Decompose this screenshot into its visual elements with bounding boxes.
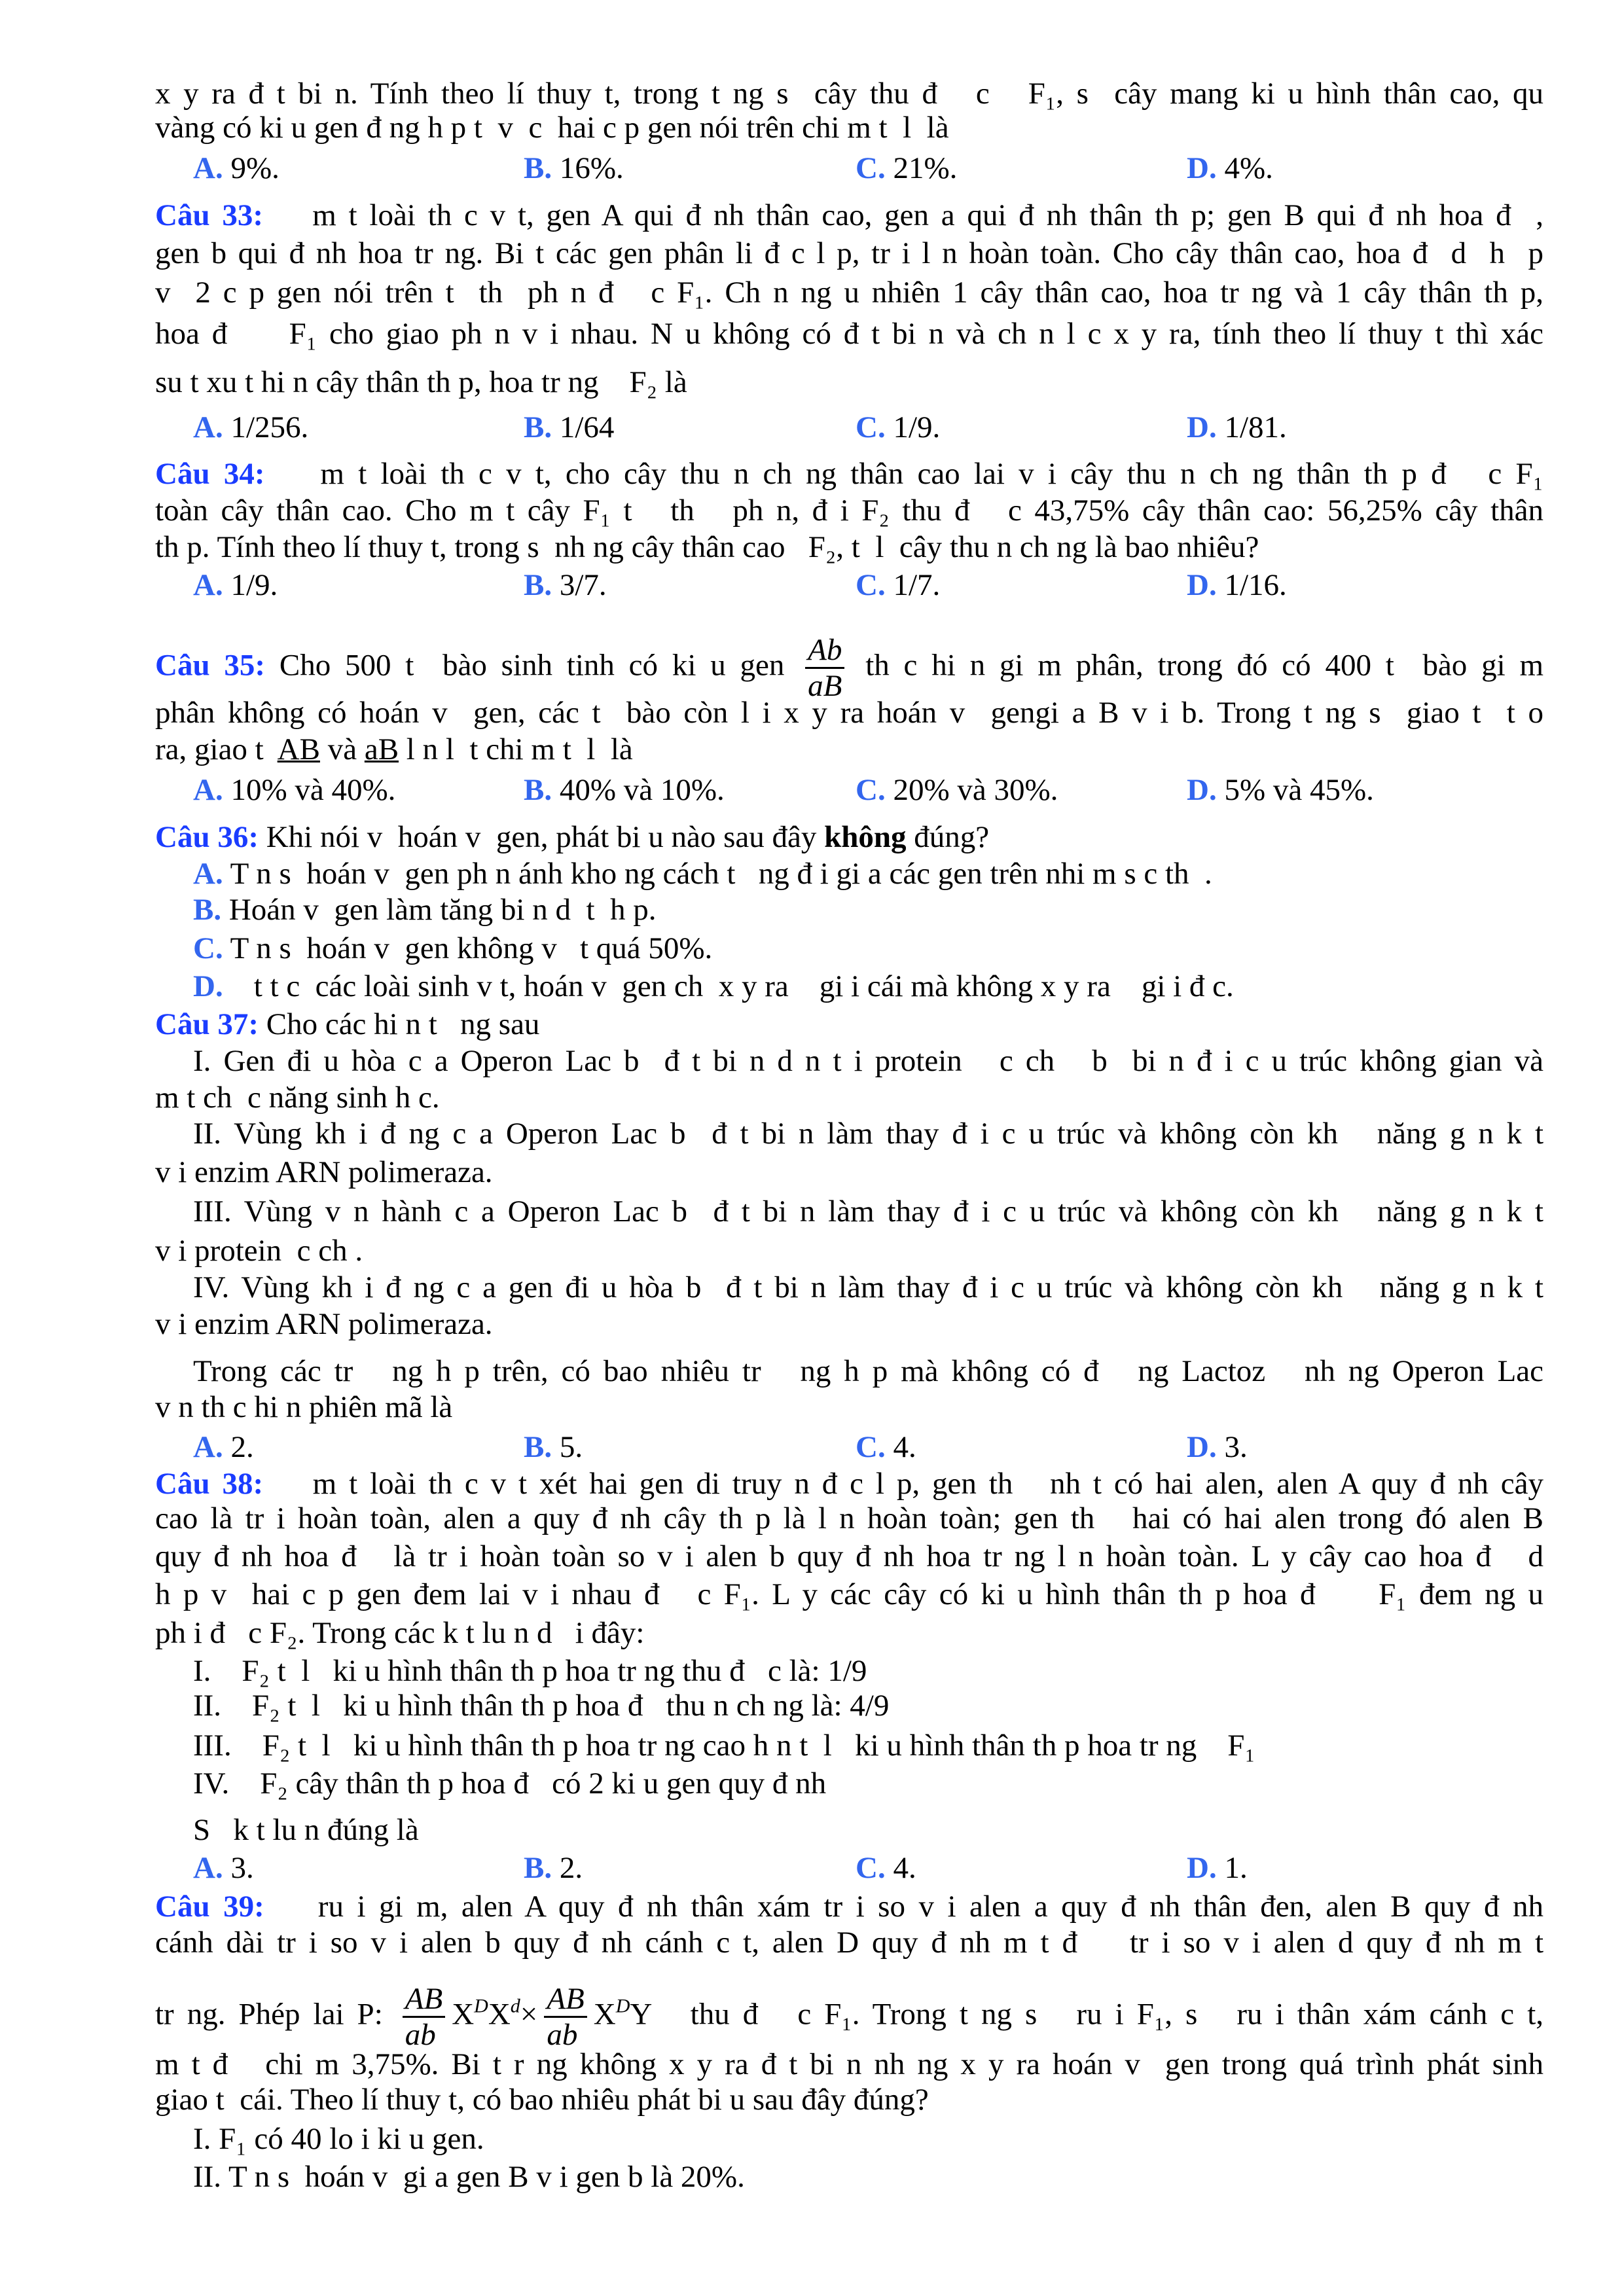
answer-option-a (193, 567, 278, 604)
question-label: Câu 37: (155, 1007, 259, 1041)
text-line (193, 1687, 1543, 1725)
answer-option-b (524, 409, 614, 446)
text-line (155, 75, 1543, 113)
superscript: D (615, 1995, 630, 2017)
option-text: 1/16. (1224, 568, 1287, 602)
text: v i enzim ARN polimeraza. (155, 1307, 493, 1341)
text-line (155, 1389, 1543, 1426)
text: t t c các loài sinh v t, hoán v gen ch x y ra gi i cái mà không x y ra gi i đ c. (223, 969, 1234, 1003)
option-letter: D. (1187, 410, 1217, 444)
text: đúng? (906, 820, 990, 854)
question-label: Câu 36: (155, 820, 259, 854)
text: m t đ chi m 3,75%. Bi t r ng không x y ra đ t bi n nh ng x y ra hoán v gen trong quá trình phát sinh (155, 2047, 1543, 2081)
text: m t loài th c v t xét hai gen di truy n đ c l p, gen th nh t có hai alen, alen A quy đ nh cây (263, 1467, 1544, 1501)
text-line (155, 731, 1543, 768)
text: II. F₂ t l ki u hình thân th p hoa đ thu n ch ng là: 4/9 (193, 1689, 890, 1723)
text-line (155, 315, 1543, 353)
option-text: 5% và 45%. (1224, 773, 1374, 807)
option-letter: C. (856, 1430, 886, 1464)
option-letter: D. (193, 969, 223, 1003)
text-line (155, 1924, 1543, 1962)
text-line (155, 1500, 1543, 1537)
option-letter: B. (524, 568, 552, 602)
text: Cho các hi n t ng sau (258, 1007, 540, 1041)
text-line (155, 819, 1543, 856)
option-text: 1/9. (893, 410, 941, 444)
answer-option-c (856, 772, 1058, 809)
answer-option-d (1187, 772, 1374, 809)
option-letter: D. (1187, 773, 1217, 807)
option-text: 9%. (230, 151, 280, 185)
option-text: 2. (559, 1851, 583, 1885)
text: X (488, 1997, 511, 2032)
option-letter: B. (193, 893, 222, 927)
option-text: 3. (230, 1851, 254, 1885)
text: Cho 500 t bào sinh tinh có ki u gen (265, 648, 799, 683)
text: cao là tr i hoàn toàn, alen a quy đ nh cây th p là l n hoàn toàn; gen th hai có hai alen trong đó alen B (155, 1501, 1543, 1535)
option-letter: D. (1187, 568, 1217, 602)
text-line (155, 1538, 1543, 1575)
text: hoa đ F₁ cho giao ph n v i nhau. N u không có đ t bi n và ch n l c x y ra, tính theo lí thuy t thì xác (155, 317, 1543, 351)
text: h p v hai c p gen đem lai v i nhau đ c F₁. L y các cây có ki u hình thân th p hoa đ F₁ đem ng u (155, 1577, 1543, 1611)
text-line (193, 1765, 1543, 1803)
text-line (155, 456, 1543, 493)
option-text: 5. (559, 1430, 583, 1464)
text: IV. Vùng kh i đ ng c a gen đi u hòa b đ t bi n làm thay đ i c u trúc và không còn kh năng g n k t (193, 1270, 1543, 1304)
text-line (155, 109, 1543, 147)
answer-option-b (524, 1429, 583, 1466)
option-text: 3. (1224, 1430, 1248, 1464)
answer-option-a (193, 1429, 254, 1466)
text-line (193, 2121, 1543, 2158)
text: và (319, 732, 365, 766)
text: tr ng. Phép lai P: (155, 1997, 396, 2032)
text: I. F₁ có 40 lo i ki u gen. (193, 2122, 484, 2156)
fraction-denominator: aB (808, 669, 842, 703)
text: Trong các tr ng h p trên, có bao nhiêu tr ng h p mà không có đ ng Lactoz nh ng Operon Lac (193, 1354, 1543, 1388)
text: T n s hoán v gen ph n ánh kho ng cách t ng đ i gi a các gen trên nhi m s c th . (223, 857, 1212, 891)
text-line (193, 1269, 1543, 1306)
question-label: Câu 39: (155, 1890, 264, 1924)
text: v i enzim ARN polimeraza. (155, 1155, 493, 1189)
text-line (155, 197, 1543, 234)
fraction-numerator: Ab (805, 633, 844, 669)
text-line (155, 1982, 1543, 2052)
superscript: D (474, 1995, 488, 2017)
text: ru i gi m, alen A quy đ nh thân xám tr i so v i alen a quy đ nh thân đen, alen B quy đ nh (264, 1890, 1543, 1924)
fraction-denominator: ab (405, 2018, 436, 2052)
answer-option-d (1187, 150, 1273, 187)
text-line (193, 1115, 1543, 1153)
text-line (155, 2046, 1543, 2083)
answer-option-d (1187, 409, 1287, 446)
option-letter: C. (856, 568, 886, 602)
text: Y thu đ c F₁. Trong t ng s ru i F₁, s ru i thân xám cánh c t, (630, 1997, 1544, 2032)
underlined-text: aB (364, 732, 399, 766)
option-letter: D. (1187, 1851, 1217, 1885)
text-line (155, 1576, 1543, 1613)
option-letter: C. (856, 151, 886, 185)
question-label: Câu 35: (155, 648, 266, 683)
text: IV. F₂ cây thân th p hoa đ có 2 ki u gen quy đ nh (193, 1767, 827, 1801)
text-line (155, 1154, 1543, 1191)
option-letter: B. (524, 1851, 552, 1885)
text: th c hi n gi m phân, trong đó có 400 t bào gi m (851, 648, 1544, 683)
option-text: 1. (1224, 1851, 1248, 1885)
text: th p. Tính theo lí thuy t, trong s nh ng cây thân cao F₂, t l cây thu n ch ng là bao nhiêu? (155, 530, 1259, 564)
text-line (155, 1465, 1543, 1503)
option-letter: A. (193, 410, 223, 444)
text: T n s hoán v gen không v t quá 50%. (223, 931, 713, 965)
option-text: 1/256. (230, 410, 309, 444)
text: m t loài th c v t, gen A qui đ nh thân cao, gen a qui đ nh thân th p; gen B qui đ nh hoa đ , (263, 198, 1543, 232)
option-letter: C. (856, 1851, 886, 1885)
answer-option-a (193, 409, 308, 446)
text-line (155, 1615, 1543, 1652)
option-letter: A. (193, 151, 223, 185)
option-text: 1/7. (893, 568, 941, 602)
text: ph i đ c F₂. Trong các k t lu n d i đây: (155, 1616, 645, 1650)
option-letter: C. (193, 931, 223, 965)
text-line (155, 633, 1543, 703)
answer-option-c (856, 150, 957, 187)
answer-option-a (193, 150, 280, 187)
text: m t loài th c v t, cho cây thu n ch ng thân cao lai v i cây thu n ch ng thân th p đ c F₁ (264, 457, 1543, 491)
answer-option-a (193, 772, 395, 809)
text-line (155, 1232, 1543, 1270)
option-text: 10% và 40%. (230, 773, 396, 807)
option-text: 20% và 30%. (893, 773, 1058, 807)
text: phân không có hoán v gen, các t bào còn l i x y ra hoán v gengi a B v i b. Trong t ng s giao t t o (155, 696, 1543, 730)
option-letter: C. (856, 773, 886, 807)
option-text: 1/64 (559, 410, 615, 444)
text-line (155, 235, 1543, 272)
text-line (193, 968, 1543, 1005)
text-line (155, 1306, 1543, 1343)
text: v n th c hi n phiên mã là (155, 1390, 453, 1424)
answer-option-b (524, 772, 725, 809)
option-text: 3/7. (559, 568, 607, 602)
option-text: 21%. (893, 151, 958, 185)
text-line (155, 1888, 1543, 1926)
option-text: 1/9. (230, 568, 278, 602)
option-letter: B. (524, 773, 552, 807)
text-line (155, 274, 1543, 312)
option-letter: A. (193, 773, 223, 807)
option-text: 4. (893, 1851, 916, 1885)
genotype-fraction (544, 1982, 586, 2052)
text: S k t lu n đúng là (193, 1813, 419, 1847)
bold-text: không (824, 820, 907, 854)
text: cánh dài tr i so v i alen b quy đ nh cánh c t, alen D quy đ nh m t đ tr i so v i alen d quy đ nh m t (155, 1926, 1543, 1960)
option-letter: A. (193, 568, 223, 602)
text-line (155, 694, 1543, 732)
question-label: Câu 33: (155, 198, 264, 232)
text: giao t cái. Theo lí thuy t, có bao nhiêu phát bi u sau đây đúng? (155, 2083, 929, 2117)
option-letter: D. (1187, 1430, 1217, 1464)
answer-option-a (193, 1850, 254, 1887)
answer-option-c (856, 1850, 916, 1887)
text: × (520, 1997, 538, 2032)
option-text: 4%. (1224, 151, 1273, 185)
fraction-denominator: ab (547, 2018, 578, 2052)
fraction-numerator: AB (544, 1982, 586, 2018)
option-text: 16%. (559, 151, 624, 185)
text: X (593, 1997, 616, 2032)
text: gen b qui đ nh hoa tr ng. Bi t các gen phân li đ c l p, tr i l n hoàn toàn. Cho cây thân cao, hoa đ d h p (155, 236, 1543, 270)
answer-option-d (1187, 1850, 1248, 1887)
option-letter: D. (1187, 151, 1217, 185)
option-letter: A. (193, 1430, 223, 1464)
text: II. Vùng kh i đ ng c a Operon Lac b đ t bi n làm thay đ i c u trúc và không còn kh năng g n k t (193, 1117, 1543, 1151)
answer-option-c (856, 567, 940, 604)
option-letter: B. (524, 1430, 552, 1464)
text: x y ra đ t bi n. Tính theo lí thuy t, trong t ng s cây thu đ c F₁, s cây mang ki u hình thân cao, qu (155, 77, 1543, 111)
text: Khi nói v hoán v gen, phát bi u nào sau đây (258, 820, 825, 854)
underlined-text: AB (277, 732, 320, 766)
option-text: 1/81. (1224, 410, 1287, 444)
text-line (193, 930, 1543, 967)
answer-option-d (1187, 567, 1287, 604)
option-letter: A. (193, 857, 223, 891)
text: II. T n s hoán v gi a gen B v i gen b là 20%. (193, 2160, 745, 2194)
genotype-fraction (403, 1982, 445, 2052)
text-line (193, 1043, 1543, 1080)
text: ra, giao t (155, 732, 278, 766)
text-line (193, 891, 1543, 929)
option-letter: A. (193, 1851, 223, 1885)
option-letter: C. (856, 410, 886, 444)
text: v 2 c p gen nói trên t th ph n đ c F₁. Ch n ng u nhiên 1 cây thân cao, hoa tr ng và 1 cây thân th p, (155, 276, 1543, 310)
text-line (193, 1353, 1543, 1390)
option-letter: B. (524, 151, 552, 185)
answer-option-b (524, 150, 624, 187)
answer-option-c (856, 409, 940, 446)
text: l n l t chi m t l là (399, 732, 633, 766)
text-line (155, 364, 1543, 401)
option-letter: B. (524, 410, 552, 444)
text-line (193, 1812, 1543, 1849)
text-line (155, 2081, 1543, 2119)
option-text: 40% và 10%. (559, 773, 725, 807)
text-line (155, 1079, 1543, 1117)
text: v i protein c ch . (155, 1234, 363, 1268)
text-line (155, 529, 1543, 566)
text-line (193, 855, 1543, 893)
text-line (193, 1653, 1543, 1690)
answer-option-d (1187, 1429, 1248, 1466)
text: su t xu t hi n cây thân th p, hoa tr ng F₂ là (155, 365, 687, 399)
text: X (452, 1997, 475, 2032)
answer-option-b (524, 567, 607, 604)
text-line (155, 492, 1543, 529)
text: toàn cây thân cao. Cho m t cây F₁ t th ph n, đ i F₂ thu đ c 43,75% cây thân cao: 56,25% cây thân (155, 493, 1543, 528)
text: quy đ nh hoa đ là tr i hoàn toàn so v i alen b quy đ nh hoa tr ng l n hoàn toàn. L y cây cao hoa đ d (155, 1539, 1543, 1573)
option-text: 4. (893, 1430, 916, 1464)
option-text: 2. (230, 1430, 254, 1464)
text-line (155, 1006, 1543, 1043)
answer-option-c (856, 1429, 916, 1466)
fraction-numerator: AB (403, 1982, 445, 2018)
text: III. Vùng v n hành c a Operon Lac b đ t bi n làm thay đ i c u trúc và không còn kh năng g n k t (193, 1194, 1543, 1229)
text: I. F₂ t l ki u hình thân th p hoa tr ng thu đ c là: 1/9 (193, 1654, 867, 1688)
text: m t ch c năng sinh h c. (155, 1081, 440, 1115)
text: III. F₂ t l ki u hình thân th p hoa tr ng cao h n t l ki u hình thân th p hoa tr ng F₁ (193, 1729, 1255, 1763)
text: Hoán v gen làm tăng bi n d t h p. (221, 893, 657, 927)
text-line (193, 1727, 1543, 1765)
superscript: d (510, 1995, 520, 2017)
genotype-fraction (805, 633, 844, 703)
text: I. Gen đi u hòa c a Operon Lac b đ t bi n d n t i protein c ch b bi n đ i c u trúc không gian và (193, 1044, 1543, 1078)
question-label: Câu 34: (155, 457, 265, 491)
text-line (193, 1193, 1543, 1230)
question-label: Câu 38: (155, 1467, 264, 1501)
text-line (193, 2159, 1543, 2196)
answer-option-b (524, 1850, 583, 1887)
text: vàng có ki u gen đ ng h p t v c hai c p gen nói trên chi m t l là (155, 111, 949, 145)
